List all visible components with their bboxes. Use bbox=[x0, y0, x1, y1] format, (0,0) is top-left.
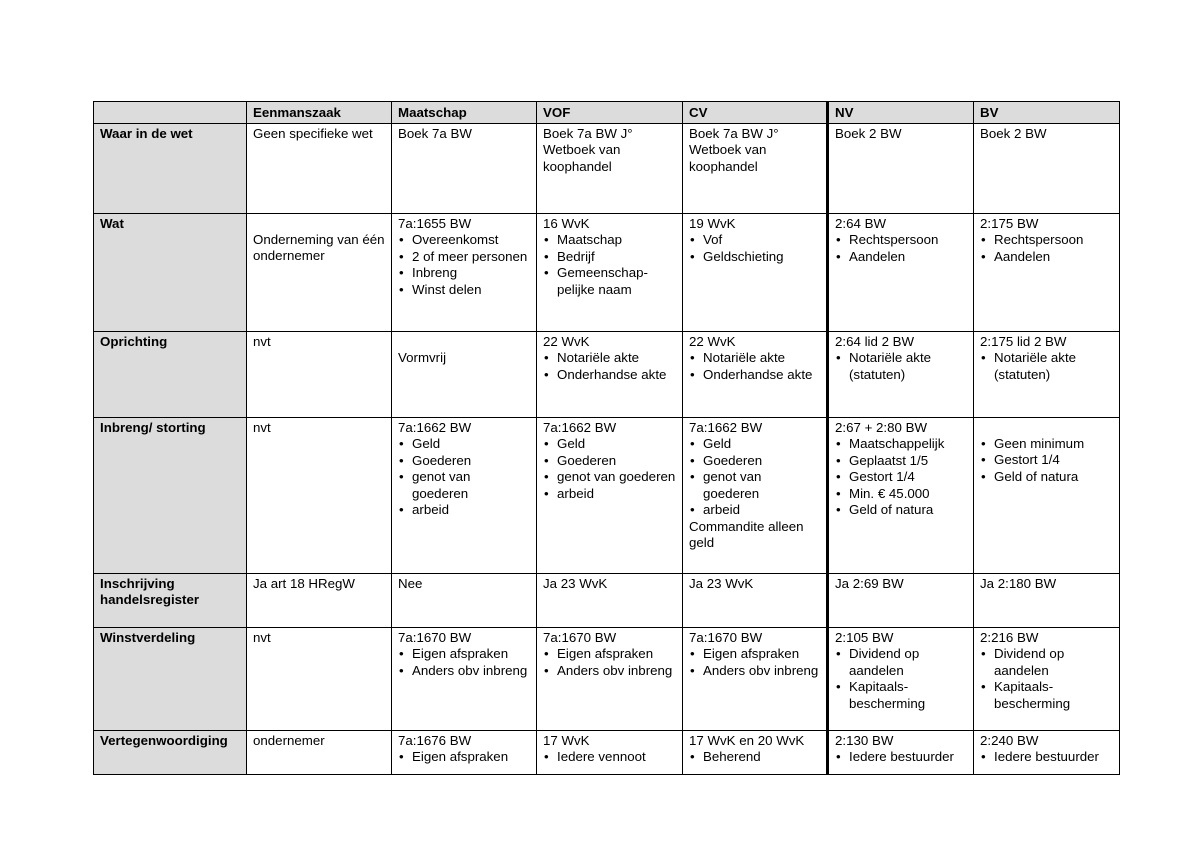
bullet-list bbox=[835, 232, 967, 265]
header-bv: BV bbox=[974, 102, 1120, 124]
cell-cv bbox=[683, 627, 828, 730]
header-maatschap: Maatschap bbox=[392, 102, 537, 124]
bullet-item: • Iedere vennoot bbox=[543, 749, 676, 766]
bullet-item: • Maatschappelijk bbox=[835, 436, 967, 453]
cell-bv bbox=[974, 123, 1120, 213]
table-row bbox=[94, 627, 1120, 730]
bullet-item: • Gemeenschap-pelijke naam bbox=[543, 265, 676, 298]
row-label: Wat bbox=[94, 213, 247, 331]
cell-text: 2:64 lid 2 BW bbox=[835, 333, 915, 349]
cell-text: Boek 2 BW bbox=[980, 125, 1047, 141]
cell-text: 7a:1662 BW bbox=[398, 419, 472, 435]
cell-text: Boek 7a BW J° Wetboek van koophandel bbox=[543, 125, 633, 174]
bullet-list bbox=[980, 232, 1113, 265]
bullet-item: • Notariële akte (statuten) bbox=[835, 350, 967, 383]
cell-eenmanszaak bbox=[247, 417, 392, 573]
cell-vof bbox=[537, 627, 683, 730]
cell-eenmanszaak bbox=[247, 331, 392, 417]
cell-bv bbox=[974, 730, 1120, 774]
cell-text: Ja 2:180 BW bbox=[980, 575, 1057, 591]
bullet-item: • Maatschap bbox=[543, 232, 676, 249]
cell-text: 17 WvK bbox=[543, 732, 590, 748]
bullet-item: • Aandelen bbox=[980, 249, 1113, 266]
bullet-item: • Min. € 45.000 bbox=[835, 486, 967, 503]
bullet-item: • Eigen afspraken bbox=[689, 646, 820, 663]
bullet-item: • Geplaatst 1/5 bbox=[835, 453, 967, 470]
cell-eenmanszaak bbox=[247, 123, 392, 213]
bullet-item: • Geld bbox=[689, 436, 820, 453]
bullet-item: • Geldschieting bbox=[689, 249, 820, 266]
bullet-list bbox=[543, 646, 676, 679]
header-eenmanszaak: Eenmanszaak bbox=[247, 102, 392, 124]
bullet-item: • genot van goederen bbox=[543, 469, 676, 486]
bullet-item: • Rechtspersoon bbox=[835, 232, 967, 249]
bullet-item: • Geen minimum bbox=[980, 436, 1113, 453]
header-row bbox=[94, 102, 1120, 124]
bullet-list bbox=[543, 232, 676, 298]
bullet-item: • arbeid bbox=[689, 502, 820, 519]
cell-bv bbox=[974, 573, 1120, 627]
header-corner bbox=[94, 102, 247, 124]
cell-text: Ja 2:69 BW bbox=[835, 575, 904, 591]
bullet-item: • arbeid bbox=[543, 486, 676, 503]
bullet-item: • Eigen afspraken bbox=[398, 646, 530, 663]
row-label: Winstverdeling bbox=[94, 627, 247, 730]
cell-cv bbox=[683, 417, 828, 573]
bullet-list bbox=[543, 436, 676, 502]
spacer bbox=[398, 334, 530, 350]
row-label: Inschrijving handelsregister bbox=[94, 573, 247, 627]
bullet-item: • Kapitaals-bescherming bbox=[835, 679, 967, 712]
cell-note: Commandite alleen geld bbox=[689, 518, 804, 550]
bullet-item: • Dividend op aandelen bbox=[835, 646, 967, 679]
cell-text: 7a:1670 BW bbox=[689, 629, 763, 645]
cell-nv bbox=[828, 331, 974, 417]
cell-vof bbox=[537, 123, 683, 213]
bullet-item: • Vof bbox=[689, 232, 820, 249]
cell-text: 2:64 BW bbox=[835, 215, 886, 231]
cell-bv bbox=[974, 331, 1120, 417]
bullet-item: • Anders obv inbreng bbox=[689, 663, 820, 680]
cell-text: 7a:1662 BW bbox=[543, 419, 617, 435]
cell-text: 2:130 BW bbox=[835, 732, 894, 748]
cell-text: 7a:1662 BW bbox=[689, 419, 763, 435]
cell-text: Ja art 18 HRegW bbox=[253, 575, 355, 591]
cell-nv bbox=[828, 730, 974, 774]
cell-text: Boek 7a BW J° Wetboek van koophandel bbox=[689, 125, 779, 174]
cell-text: Geen specifieke wet bbox=[253, 125, 373, 141]
table-row bbox=[94, 573, 1120, 627]
bullet-list bbox=[689, 232, 820, 265]
cell-bv bbox=[974, 417, 1120, 573]
cell-eenmanszaak bbox=[247, 213, 392, 331]
bullet-item: • Winst delen bbox=[398, 282, 530, 299]
bullet-item: • Geld bbox=[543, 436, 676, 453]
bullet-list bbox=[398, 646, 530, 679]
bullet-item: • Eigen afspraken bbox=[398, 749, 530, 766]
cell-text: Ja 23 WvK bbox=[689, 575, 754, 591]
table-row bbox=[94, 213, 1120, 331]
cell-vof bbox=[537, 331, 683, 417]
cell-text: 22 WvK bbox=[689, 333, 736, 349]
cell-eenmanszaak bbox=[247, 573, 392, 627]
bullet-item: • Notariële akte bbox=[543, 350, 676, 367]
bullet-item: • Eigen afspraken bbox=[543, 646, 676, 663]
bullet-list bbox=[980, 749, 1113, 766]
cell-vof bbox=[537, 213, 683, 331]
spacer bbox=[253, 216, 385, 232]
row-label: Inbreng/ storting bbox=[94, 417, 247, 573]
bullet-list bbox=[398, 749, 530, 766]
bullet-item: • Goederen bbox=[543, 453, 676, 470]
bullet-item: • Anders obv inbreng bbox=[543, 663, 676, 680]
bullet-item: • Aandelen bbox=[835, 249, 967, 266]
bullet-list bbox=[835, 749, 967, 766]
bullet-list bbox=[980, 350, 1113, 383]
bullet-item: • Iedere bestuurder bbox=[835, 749, 967, 766]
cell-vof bbox=[537, 417, 683, 573]
cell-text: 7a:1670 BW bbox=[543, 629, 617, 645]
cell-text: 7a:1676 BW bbox=[398, 732, 472, 748]
bullet-list bbox=[398, 232, 530, 298]
cell-cv bbox=[683, 213, 828, 331]
table-row bbox=[94, 417, 1120, 573]
cell-maatschap bbox=[392, 730, 537, 774]
cell-bv bbox=[974, 213, 1120, 331]
cell-vof bbox=[537, 573, 683, 627]
cell-text: Boek 2 BW bbox=[835, 125, 902, 141]
cell-maatschap bbox=[392, 573, 537, 627]
bullet-item: • Overeenkomst bbox=[398, 232, 530, 249]
bullet-item: • Geld of natura bbox=[835, 502, 967, 519]
cell-nv bbox=[828, 417, 974, 573]
cell-text: Onderneming van één ondernemer bbox=[253, 231, 385, 263]
header-vof: VOF bbox=[537, 102, 683, 124]
bullet-item: • Rechtspersoon bbox=[980, 232, 1113, 249]
cell-maatschap bbox=[392, 627, 537, 730]
cell-cv bbox=[683, 331, 828, 417]
cell-text: 7a:1655 BW bbox=[398, 215, 472, 231]
cell-maatschap bbox=[392, 123, 537, 213]
cell-text: 16 WvK bbox=[543, 215, 590, 231]
cell-eenmanszaak bbox=[247, 730, 392, 774]
bullet-list bbox=[835, 436, 967, 519]
bullet-item: • Geld bbox=[398, 436, 530, 453]
cell-bv bbox=[974, 627, 1120, 730]
bullet-list bbox=[835, 646, 967, 712]
cell-maatschap bbox=[392, 417, 537, 573]
cell-text: Vormvrij bbox=[398, 349, 447, 365]
table-row bbox=[94, 331, 1120, 417]
bullet-item: • Gestort 1/4 bbox=[980, 452, 1113, 469]
table-row bbox=[94, 123, 1120, 213]
bullet-list bbox=[543, 350, 676, 383]
bullet-list bbox=[980, 646, 1113, 712]
cell-text: 22 WvK bbox=[543, 333, 590, 349]
cell-text: 2:175 lid 2 BW bbox=[980, 333, 1067, 349]
cell-cv bbox=[683, 123, 828, 213]
bullet-list bbox=[689, 436, 820, 519]
bullet-list bbox=[835, 350, 967, 383]
bullet-item: • Bedrijf bbox=[543, 249, 676, 266]
bullet-item: • Dividend op aandelen bbox=[980, 646, 1113, 679]
bullet-item: • Geld of natura bbox=[980, 469, 1113, 486]
cell-text: 2:105 BW bbox=[835, 629, 894, 645]
cell-nv bbox=[828, 573, 974, 627]
bullet-item: • genot van goederen bbox=[398, 469, 530, 502]
bullet-list bbox=[689, 749, 820, 766]
cell-eenmanszaak bbox=[247, 627, 392, 730]
spacer bbox=[980, 420, 1113, 436]
bullet-item: • Notariële akte (statuten) bbox=[980, 350, 1113, 383]
row-label: Vertegenwoordiging bbox=[94, 730, 247, 774]
table-body bbox=[94, 123, 1120, 774]
bullet-list bbox=[398, 436, 530, 519]
bullet-item: • genot van goederen bbox=[689, 469, 820, 502]
bullet-list bbox=[689, 646, 820, 679]
cell-vof bbox=[537, 730, 683, 774]
cell-text: Nee bbox=[398, 575, 423, 591]
cell-text: Boek 7a BW bbox=[398, 125, 472, 141]
row-label: Waar in de wet bbox=[94, 123, 247, 213]
bullet-item: • 2 of meer personen bbox=[398, 249, 530, 266]
cell-nv bbox=[828, 627, 974, 730]
bullet-item: • Iedere bestuurder bbox=[980, 749, 1113, 766]
bullet-item: • Kapitaals-bescherming bbox=[980, 679, 1113, 712]
bullet-list bbox=[543, 749, 676, 766]
bullet-item: • Anders obv inbreng bbox=[398, 663, 530, 680]
table-sheet bbox=[93, 101, 1120, 775]
cell-maatschap bbox=[392, 331, 537, 417]
table-row bbox=[94, 730, 1120, 774]
cell-text: Ja 23 WvK bbox=[543, 575, 608, 591]
bullet-item: • Onderhandse akte bbox=[689, 367, 820, 384]
header-nv: NV bbox=[828, 102, 974, 124]
row-label: Oprichting bbox=[94, 331, 247, 417]
bullet-item: • Goederen bbox=[398, 453, 530, 470]
cell-maatschap bbox=[392, 213, 537, 331]
cell-text: 17 WvK en 20 WvK bbox=[689, 732, 805, 748]
cell-nv bbox=[828, 213, 974, 331]
cell-text: 2:175 BW bbox=[980, 215, 1039, 231]
cell-cv bbox=[683, 573, 828, 627]
cell-text: 19 WvK bbox=[689, 215, 736, 231]
bullet-item: • Goederen bbox=[689, 453, 820, 470]
cell-text: nvt bbox=[253, 333, 271, 349]
cell-text: 2:240 BW bbox=[980, 732, 1039, 748]
header-cv: CV bbox=[683, 102, 828, 124]
cell-nv bbox=[828, 123, 974, 213]
cell-cv bbox=[683, 730, 828, 774]
cell-text: 2:67 + 2:80 BW bbox=[835, 419, 928, 435]
bullet-item: • Onderhandse akte bbox=[543, 367, 676, 384]
bullet-item: • Notariële akte bbox=[689, 350, 820, 367]
bullet-item: • Gestort 1/4 bbox=[835, 469, 967, 486]
cell-text: nvt bbox=[253, 629, 271, 645]
bullet-list bbox=[980, 436, 1113, 486]
bullet-item: • Inbreng bbox=[398, 265, 530, 282]
cell-text: 7a:1670 BW bbox=[398, 629, 472, 645]
bullet-item: • Beherend bbox=[689, 749, 820, 766]
bullet-list bbox=[689, 350, 820, 383]
bullet-item: • arbeid bbox=[398, 502, 530, 519]
cell-text: ondernemer bbox=[253, 732, 325, 748]
cell-text: 2:216 BW bbox=[980, 629, 1039, 645]
cell-text: nvt bbox=[253, 419, 271, 435]
